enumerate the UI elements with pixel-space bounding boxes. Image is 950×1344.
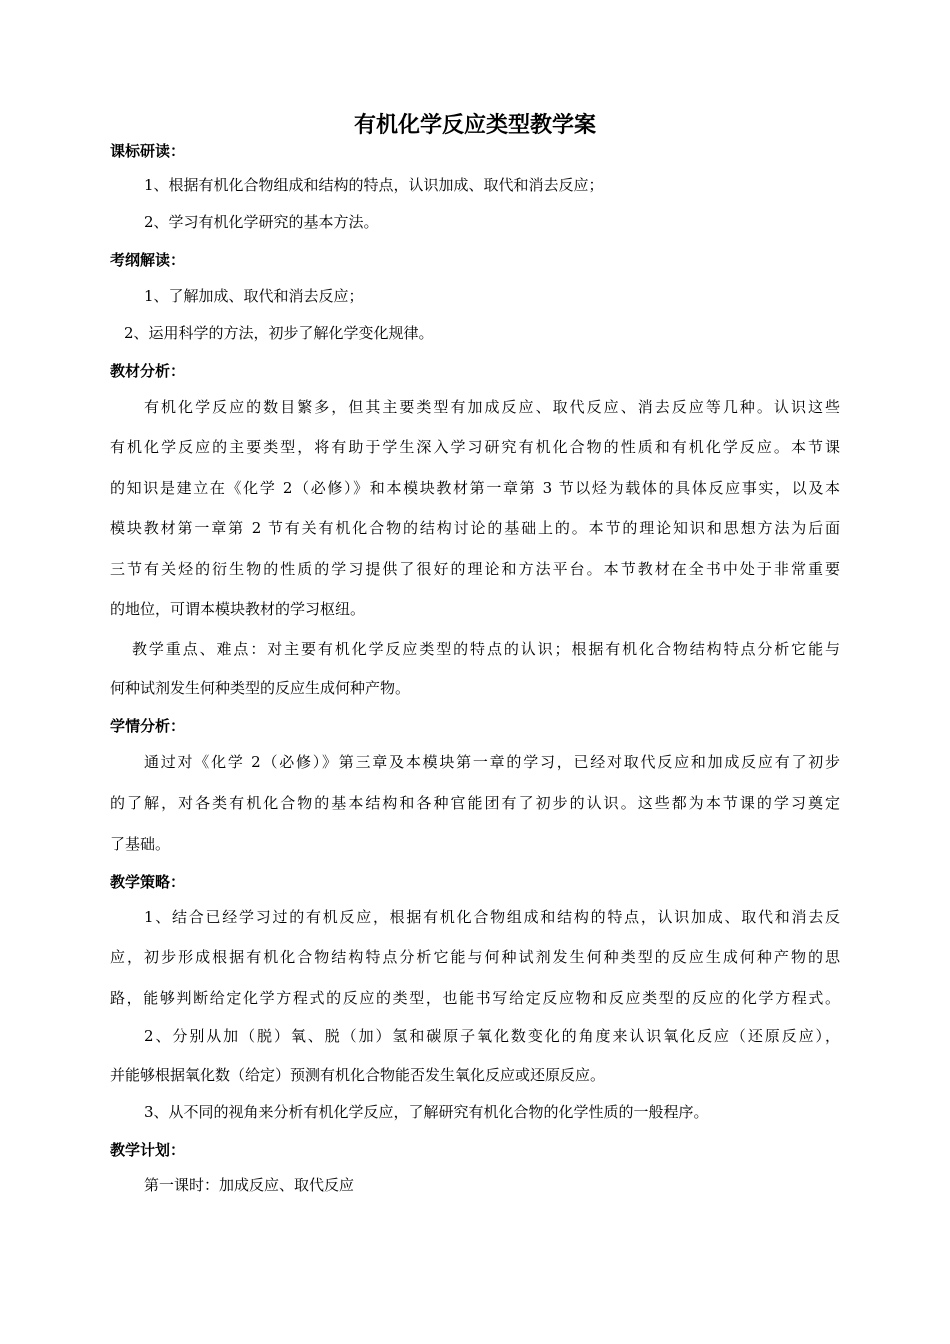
- heading-kebiao: 课标研读：: [110, 142, 186, 160]
- celue-p1-line-2: 应，初步形成根据有机化合物结构特点分析它能与何种试剂发生何种类型的反应生成何种产物的思: [110, 948, 840, 966]
- heading-xueqing: 学情分析：: [110, 717, 186, 735]
- jiaocai-line-6: 的地位，可谓本模块教材的学习枢纽。: [110, 600, 366, 618]
- xueqing-line-1: 通过对《化学 2（必修）》第三章及本模块第一章的学习，已经对取代反应和加成反应有了初步: [144, 753, 840, 771]
- celue-p2-line-1: 2、分别从加（脱）氧、脱（加）氢和碳原子氧化数变化的角度来认识氧化反应（还原反应），: [144, 1027, 840, 1045]
- xueqing-line-2: 的了解，对各类有机化合物的基本结构和各种官能团有了初步的认识。这些都为本节课的学习奠定: [110, 794, 840, 812]
- key-points-line-2: 何种试剂发生何种类型的反应生成何种产物。: [110, 679, 411, 697]
- heading-celue: 教学策略：: [110, 873, 186, 891]
- heading-jiaocai: 教材分析：: [110, 362, 186, 380]
- celue-p1-line-1: 1、结合已经学习过的有机反应，根据有机化合物组成和结构的特点，认识加成、取代和消去反: [144, 908, 840, 926]
- kebiao-item-1: 1、根据有机化合物组成和结构的特点，认识加成、取代和消去反应；: [144, 176, 604, 194]
- celue-p3: 3、从不同的视角来分析有机化学反应，了解研究有机化合物的化学性质的一般程序。: [144, 1103, 709, 1121]
- celue-p1-line-3: 路，能够判断给定化学方程式的反应的类型，也能书写给定反应物和反应类型的反应的化学方程式。: [110, 989, 840, 1007]
- key-points-line-1: 教学重点、难点：对主要有机化学反应类型的特点的认识；根据有机化合物结构特点分析它能与: [132, 640, 840, 658]
- jiaocai-line-5: 三节有关烃的衍生物的性质的学习提供了很好的理论和方法平台。本节教材在全书中处于非常重要: [110, 560, 840, 578]
- jiaocai-line-2: 有机化学反应的主要类型，将有助于学生深入学习研究有机化合物的性质和有机化学反应。本节课: [110, 438, 840, 456]
- kaogang-item-1: 1、了解加成、取代和消去反应；: [144, 287, 364, 305]
- jihua-item-1: 第一课时：加成反应、取代反应: [144, 1176, 355, 1194]
- kebiao-item-2: 2、学习有机化学研究的基本方法。: [144, 213, 379, 231]
- heading-jihua: 教学计划：: [110, 1141, 186, 1159]
- jiaocai-line-3: 的知识是建立在《化学 2（必修）》和本模块教材第一章第 3 节以烃为载体的具体反应事实，以及本: [110, 479, 840, 497]
- jiaocai-line-1: 有机化学反应的数目繁多，但其主要类型有加成反应、取代反应、消去反应等几种。认识这些: [144, 398, 840, 416]
- xueqing-line-3: 了基础。: [110, 835, 171, 853]
- kaogang-item-2: 2、运用科学的方法，初步了解化学变化规律。: [124, 324, 434, 342]
- jiaocai-line-4: 模块教材第一章第 2 节有关有机化合物的结构讨论的基础上的。本节的理论知识和思想方法为后面: [110, 519, 840, 537]
- page-title: 有机化学反应类型教学案: [353, 112, 596, 138]
- heading-kaogang: 考纲解读：: [110, 251, 186, 269]
- celue-p2-line-2: 并能够根据氧化数（给定）预测有机化合物能否发生氧化反应或还原反应。: [110, 1066, 606, 1084]
